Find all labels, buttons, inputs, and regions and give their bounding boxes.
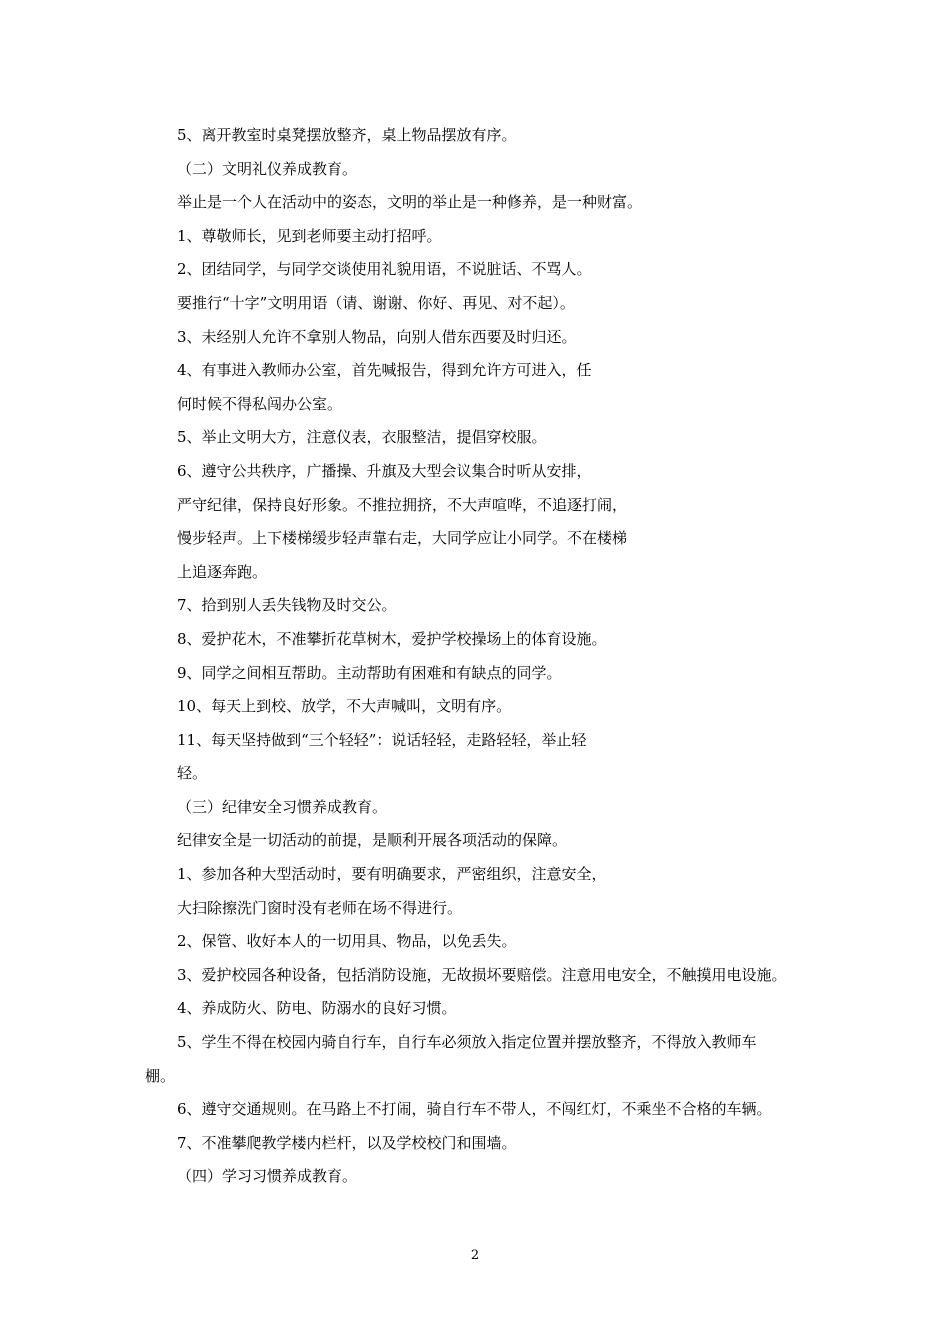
text-line: 9、同学之间相互帮助。主动帮助有困难和有缺点的同学。 — [177, 663, 562, 682]
text-line: 何时候不得私闯办公室。 — [177, 394, 343, 413]
text-line: 举止是一个人在活动中的姿态，文明的举止是一种修养，是一种财富。 — [177, 193, 643, 212]
text-line: 慢步轻声。上下楼梯缓步轻声靠右走，大同学应让小同学。不在楼梯 — [177, 529, 628, 548]
text-line: 7、不准攀爬教学楼内栏杆，以及学校校门和围墙。 — [177, 1133, 517, 1152]
text-line: 2、保管、收好本人的一切用具、物品，以免丢失。 — [177, 932, 517, 951]
text-line: 严守纪律，保持良好形象。不推拉拥挤，不大声喧哗，不追逐打闹， — [177, 495, 628, 514]
text-line: 1、尊敬师长，见到老师要主动打招呼。 — [177, 226, 442, 245]
section-heading: （四）学习习惯养成教育。 — [177, 1167, 358, 1186]
text-line: 大扫除擦洗门窗时没有老师在场不得进行。 — [177, 898, 463, 917]
text-line: 棚。 — [145, 1066, 176, 1085]
text-line: 7、拾到别人丢失钱物及时交公。 — [177, 596, 397, 615]
text-line: 2、团结同学，与同学交谈使用礼貌用语，不说脏话、不骂人。 — [177, 260, 592, 279]
text-line: 5、离开教室时桌凳摆放整齐，桌上物品摆放有序。 — [177, 126, 517, 144]
text-line: 轻。 — [177, 764, 208, 783]
text-line: 6、遵守公共秩序，广播操、升旗及大型会议集合时听从安排， — [177, 461, 592, 480]
text-line: 3、爱护校园各种设备，包括消防设施，无故损坏要赔偿。注意用电安全，不触摸用电设施。 — [177, 965, 787, 984]
text-line: 4、有事进入教师办公室，首先喊报告，得到允许方可进入，任 — [177, 361, 592, 380]
text-line: 上追逐奔跑。 — [177, 562, 268, 581]
text-line: 要推行“十字”文明用语（请、谢谢、你好、再见、对不起）。 — [177, 293, 575, 312]
text-line: 11、每天坚持做到“三个轻轻”：说话轻轻，走路轻轻，举止轻 — [177, 730, 587, 749]
text-line: 1、参加各种大型活动时，要有明确要求，严密组织，注意安全， — [177, 865, 607, 884]
section-heading: （三）纪律安全习惯养成教育。 — [177, 797, 388, 816]
text-line: 8、爱护花木，不准攀折花草树木，爱护学校操场上的体育设施。 — [177, 629, 607, 648]
text-line: 3、未经别人允许不拿别人物品，向别人借东西要及时归还。 — [177, 327, 577, 346]
text-line: 纪律安全是一切活动的前提，是顺利开展各项活动的保障。 — [177, 831, 568, 850]
page-number: 2 — [470, 1248, 480, 1263]
text-line: 5、举止文明大方，注意仪表，衣服整洁，提倡穿校服。 — [177, 428, 547, 447]
text-line: 6、遵守交通规则。在马路上不打闹，骑自行车不带人，不闯红灯，不乘坐不合格的车辆。 — [177, 1100, 772, 1119]
section-heading: （二）文明礼仪养成教育。 — [177, 159, 358, 178]
text-line: 5、学生不得在校园内骑自行车，自行车必须放入指定位置并摆放整齐，不得放入教师车 — [177, 1033, 757, 1052]
text-line: 4、养成防火、防电、防溺水的良好习惯。 — [177, 999, 457, 1018]
text-line: 10、每天上到校、放学，不大声喊叫，文明有序。 — [177, 697, 512, 716]
document-body — [145, 119, 825, 1194]
